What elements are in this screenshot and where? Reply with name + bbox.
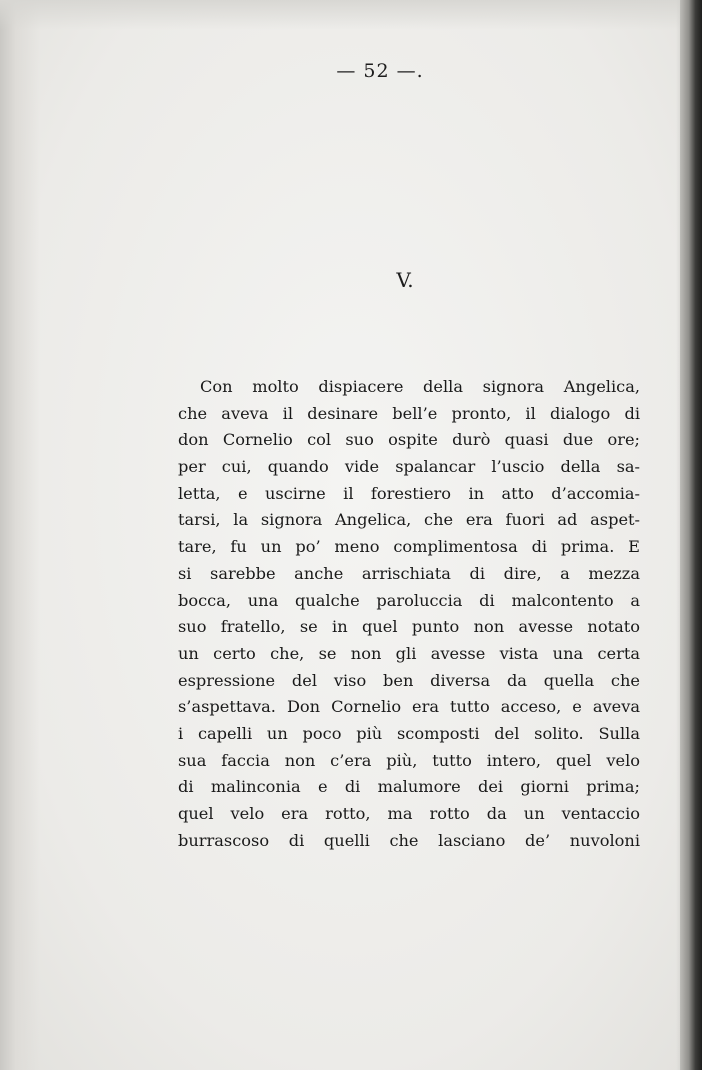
text-line: di malinconia e di malumore dei giorni prima; [178,777,640,797]
text-line: i capelli un poco più scomposti del solito. Sulla [178,723,640,743]
page-number: — 52 —. [336,60,424,82]
book-spine-edge [680,0,702,1070]
body-paragraph [178,374,640,854]
text-line: bocca, una qualche paroluccia di malcontento a [178,590,640,610]
text-line: letta, e uscirne il forestiero in atto d’accomia- [178,483,640,503]
text-line: suo fratello, se in quel punto non avesse notato [178,617,640,637]
text-line: espressione del viso ben diversa da quella che [178,670,640,690]
text-line: Con molto dispiacere della signora Angelica, [200,377,640,396]
text-line: che aveva il desinare bell’e pronto, il dialogo di [178,403,640,423]
text-line: s’aspettava. Don Cornelio era tutto acceso, e aveva [178,697,640,717]
text-line: tare, fu un po’ meno complimentosa di prima. E [178,537,640,557]
page-left-shadow [0,0,40,1070]
text-line: burrascoso di quelli che lasciano de’ nuvoloni [178,830,640,850]
chapter-heading: V. [396,268,414,292]
text-line: si sarebbe anche arrischiata di dire, a mezza [178,563,640,583]
text-line: per cui, quando vide spalancar l’uscio della sa- [178,457,640,477]
text-line: sua faccia non c’era più, tutto intero, quel velo [178,750,640,770]
text-line: don Cornelio col suo ospite durò quasi due ore; [178,430,640,450]
page-top-shadow [0,0,702,30]
text-line: quel velo era rotto, ma rotto da un ventaccio [178,804,640,823]
text-line: un certo che, se non gli avesse vista una certa [178,643,640,663]
text-line: tarsi, la signora Angelica, che era fuori ad aspet- [178,510,640,530]
